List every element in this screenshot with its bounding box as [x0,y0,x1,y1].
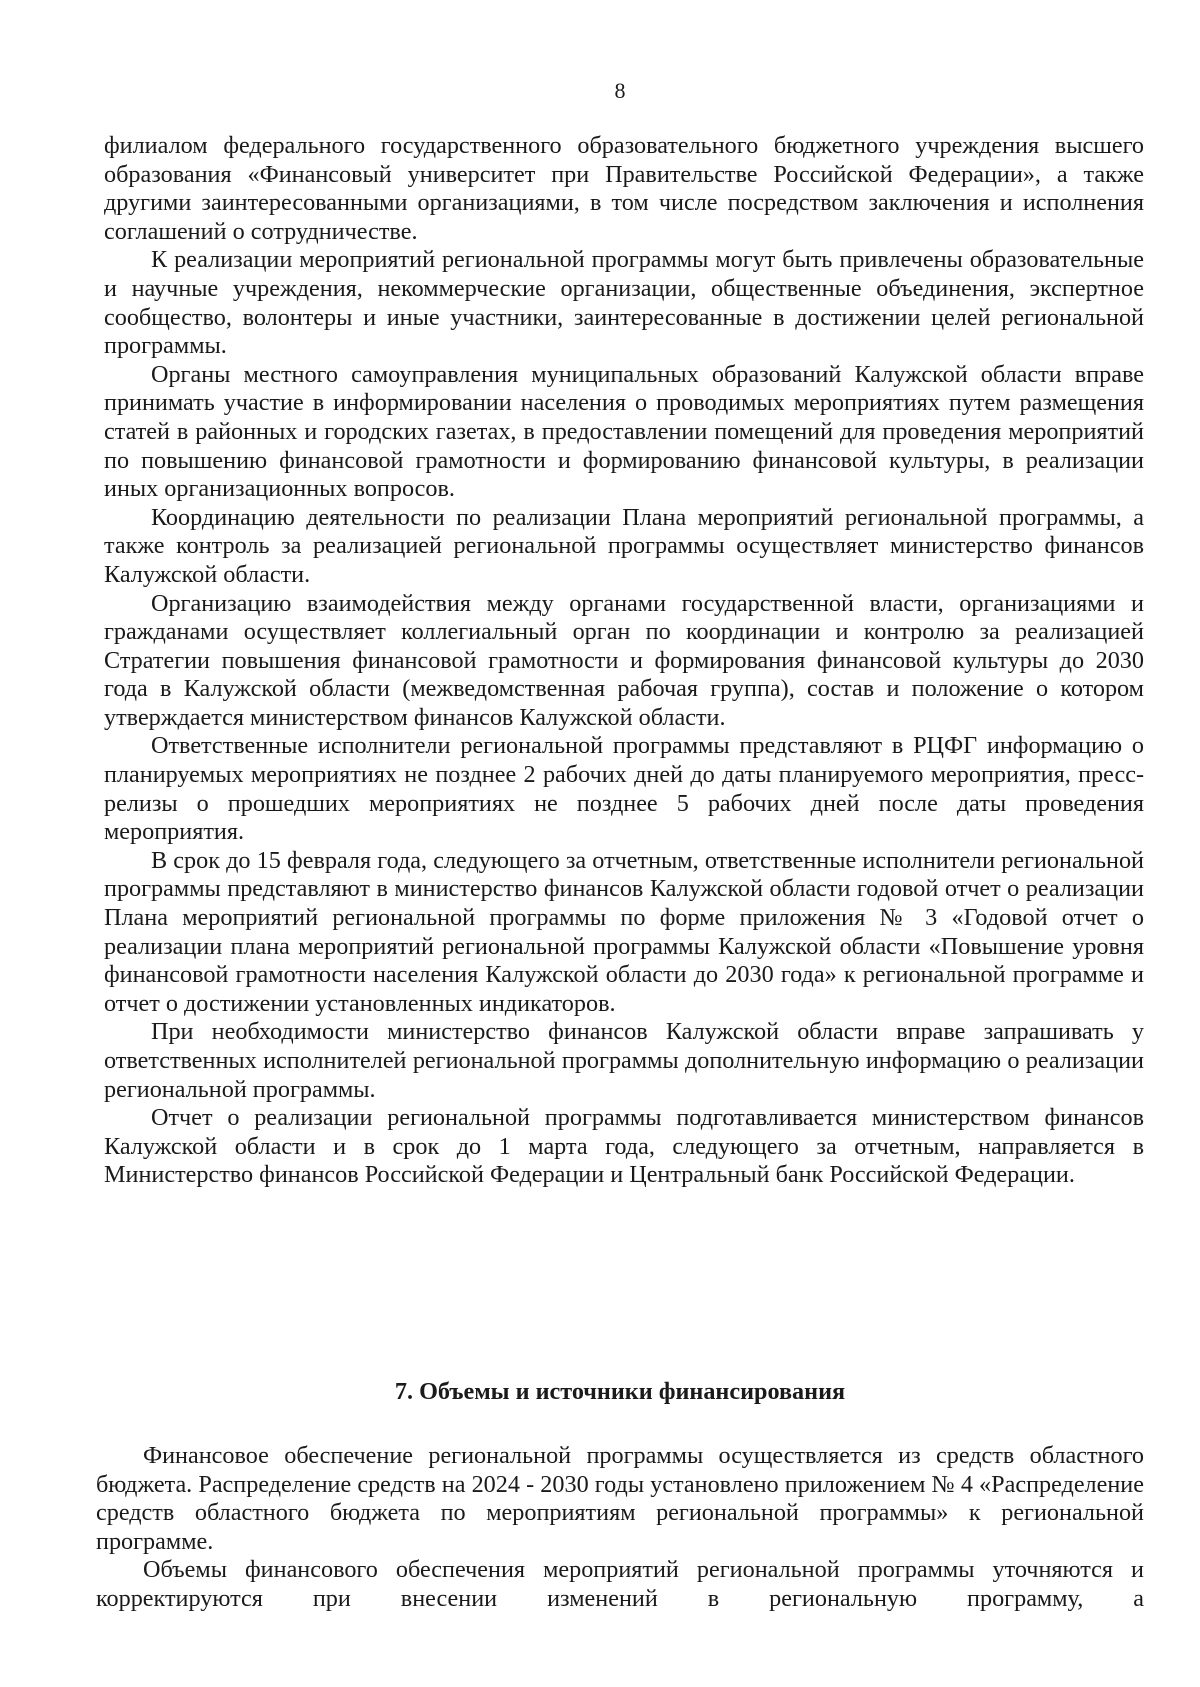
section-title: 7. Объемы и источники финансирования [394,1378,846,1405]
section-body [96,1442,1144,1614]
paragraph-coordination: Координацию деятельности по реализации Плана мероприятий региональной программы, а также контроль за реализацией региональной программы осуществляет министерство финансов Калужской области. [104,503,1144,588]
section-7 [96,1378,1144,1614]
paragraph-additional-info: При необходимости министерство финансов Калужской области вправе запрашивать у ответственных исполнителей региональной программы дополнительную информацию о реализации региональной программы. [104,1018,1144,1103]
paragraph-financing: Финансовое обеспечение региональной программы осуществляется из средств областного бюджета. Распределение средств на 2024 - 2030 годы установлено приложением № 4 «Распределение средств областного бюджета по мероприятиям региональной программы» к региональной программе. [96,1442,1144,1555]
paragraph-program-report: Отчет о реализации региональной программы подготавливается министерством финансов Калужской области и в срок до 1 марта года, следующего за отчетным, направляется в Министерство финансов Российской Федерации и Центральный банк Российской Федерации. [104,1104,1144,1189]
page-number: 8 [614,78,626,103]
paragraph-financing-volumes: Объемы финансового обеспечения мероприятий региональной программы уточняются и корректируются при внесении изменений в региональную программу, а [96,1556,1144,1612]
paragraph-local-government: Органы местного самоуправления муниципальных образований Калужской области вправе принимать участие в информировании населения о проводимых мероприятиях путем размещения статей в районных и городских газетах, в предоставлении помещений для проведения мероприятий по повышению финансовой грамотности и формированию финансовой культуры, в реализации иных организационных вопросов. [104,360,1144,503]
body-text [104,132,1144,1190]
paragraph-continuation: филиалом федерального государственного образовательного бюджетного учреждения высшего образования «Финансовый университет при Правительстве Российской Федерации», а также другими заинтересованными организациями, в том числе посредством заключения и исполнения соглашений о сотрудничестве. [104,132,1144,245]
paragraph-annual-report: В срок до 15 февраля года, следующего за отчетным, ответственные исполнители региональной программы представляют в министерство финансов Калужской области годовой отчет о реализации Плана мероприятий региональной программы по форме приложения № 3 «Годовой отчет о реализации плана мероприятий региональной программы Калужской области «Повышение уровня финансовой грамотности населения Калужской области до 2030 года» к региональной программе и отчет о достижении установленных индикаторов. [104,846,1144,1017]
paragraph-interaction: Организацию взаимодействия между органами государственной власти, организациями и гражданами осуществляет коллегиальный орган по координации и контролю за реализацией Стратегии повышения финансовой грамотности и формирования финансовой культуры до 2030 года в Калужской области (межведомственная рабочая группа), состав и положение о котором утверждается министерством финансов Калужской области. [104,589,1144,731]
paragraph-participants: К реализации мероприятий региональной программы могут быть привлечены образовательные и научные учреждения, некоммерческие организации, общественные объединения, экспертное сообщество, волонтеры и иные участники, заинтересованные в достижении целей региональной программы. [104,246,1144,360]
paragraph-responsible-executors: Ответственные исполнители региональной программы представляют в РЦФГ информацию о планируемых мероприятиях не позднее 2 рабочих дней до даты планируемого мероприятия, пресс-релизы о прошедших мероприятиях не позднее 5 рабочих дней после даты проведения мероприятия. [104,732,1144,846]
